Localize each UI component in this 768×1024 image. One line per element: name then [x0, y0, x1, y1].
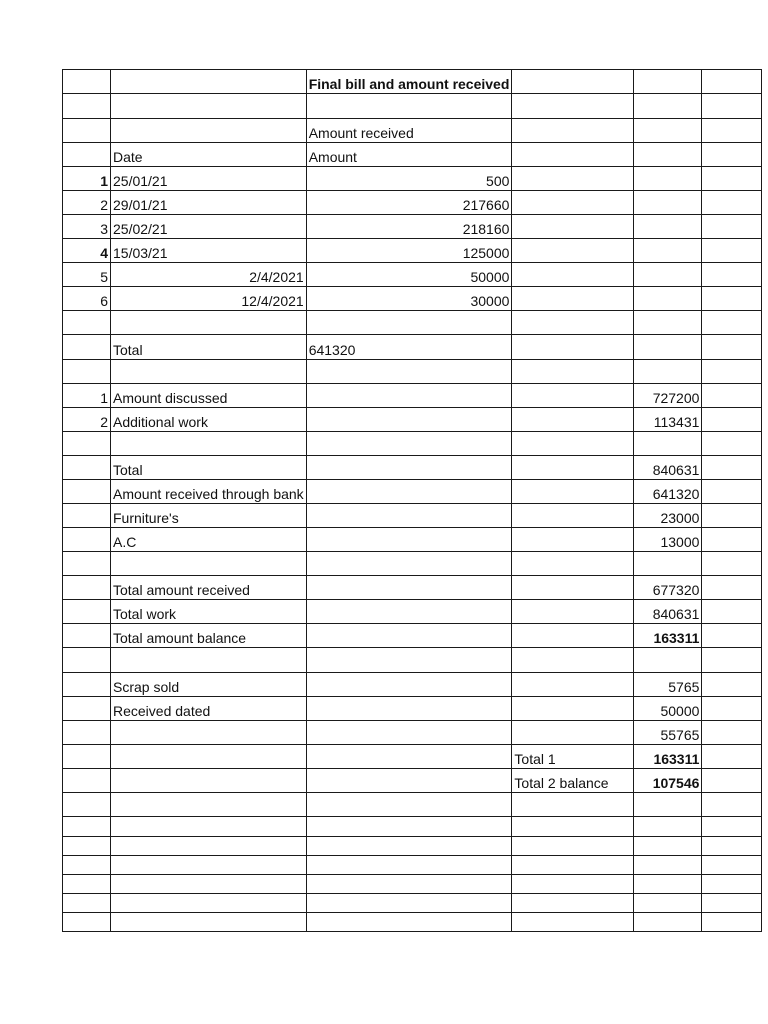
payment-date[interactable]: 29/01/21 [111, 191, 307, 215]
scrap-value[interactable]: 5765 [634, 673, 702, 697]
work-value[interactable]: 113431 [634, 408, 702, 432]
table-row [63, 360, 762, 384]
table-row [63, 913, 762, 932]
table-row [63, 239, 762, 263]
final-label[interactable]: Total 1 [512, 745, 634, 769]
table-row [63, 673, 762, 697]
balance-label: Total work [113, 606, 177, 622]
table-row [63, 624, 762, 648]
table-row [63, 432, 762, 456]
table-row [63, 856, 762, 875]
table-row [63, 287, 762, 311]
row-index[interactable]: 1 [63, 167, 111, 191]
table-row [63, 504, 762, 528]
scrap-label: Scrap sold [113, 679, 180, 695]
summary-label: Amount received through bank [113, 486, 304, 502]
column-header-date[interactable]: Date [111, 143, 307, 167]
summary-label: A.C [113, 534, 137, 550]
payment-amount[interactable]: 217660 [306, 191, 512, 215]
table-row [63, 408, 762, 432]
table-row [63, 697, 762, 721]
row-index[interactable]: 6 [63, 287, 111, 311]
summary-value[interactable]: 840631 [634, 456, 702, 480]
sheet-title: Final bill and amount received [308, 76, 510, 92]
payments-total-label[interactable]: Total [111, 335, 307, 360]
table-row [63, 384, 762, 408]
summary-value[interactable]: 13000 [634, 528, 702, 552]
table-row [63, 793, 762, 817]
payment-amount[interactable]: 50000 [306, 263, 512, 287]
table-row [63, 600, 762, 624]
table-row [63, 94, 762, 119]
sheet-subtitle: Amount received [308, 125, 414, 141]
table-row [63, 817, 762, 837]
summary-label: Furniture's [113, 510, 179, 526]
work-label: Additional work [113, 414, 208, 430]
balance-label: Total amount balance [113, 630, 247, 646]
table-row [63, 311, 762, 335]
payment-amount[interactable]: 125000 [306, 239, 512, 263]
table-row [63, 70, 762, 94]
table-row [63, 456, 762, 480]
row-index[interactable]: 1 [63, 384, 111, 408]
table-row [63, 143, 762, 167]
final-value[interactable]: 107546 [634, 769, 702, 793]
final-value[interactable]: 163311 [634, 745, 702, 769]
table-row [63, 721, 762, 745]
table-row [63, 745, 762, 769]
spreadsheet-table [62, 69, 762, 932]
table-row [63, 335, 762, 360]
balance-value[interactable]: 163311 [634, 624, 702, 648]
table-row [63, 480, 762, 504]
final-label[interactable]: Total 2 balance [512, 769, 634, 793]
table-row [63, 875, 762, 894]
table-row [63, 837, 762, 856]
table-row [63, 191, 762, 215]
table-row [63, 769, 762, 793]
row-index[interactable]: 4 [63, 239, 111, 263]
balance-value[interactable]: 677320 [634, 576, 702, 600]
row-index[interactable]: 5 [63, 263, 111, 287]
balance-value[interactable]: 840631 [634, 600, 702, 624]
table-row [63, 648, 762, 673]
payment-date[interactable]: 25/01/21 [111, 167, 307, 191]
table-row [63, 576, 762, 600]
work-label: Amount discussed [113, 390, 228, 406]
payment-amount[interactable]: 218160 [306, 215, 512, 239]
payment-amount[interactable]: 500 [306, 167, 512, 191]
column-header-amount[interactable]: Amount [306, 143, 512, 167]
payment-amount[interactable]: 30000 [306, 287, 512, 311]
payment-date[interactable]: 25/02/21 [111, 215, 307, 239]
payment-date[interactable]: 2/4/2021 [111, 263, 307, 287]
scrap-sum-value[interactable]: 55765 [634, 721, 702, 745]
table-row [63, 167, 762, 191]
summary-value[interactable]: 641320 [634, 480, 702, 504]
table-row [63, 528, 762, 552]
table-row [63, 263, 762, 287]
summary-label: Total [113, 462, 143, 478]
table-row [63, 552, 762, 576]
summary-value[interactable]: 23000 [634, 504, 702, 528]
scrap-label: Received dated [113, 703, 211, 719]
table-row [63, 215, 762, 239]
work-value[interactable]: 727200 [634, 384, 702, 408]
payment-date[interactable]: 15/03/21 [111, 239, 307, 263]
row-index[interactable]: 3 [63, 215, 111, 239]
balance-label: Total amount received [113, 582, 250, 598]
row-index[interactable]: 2 [63, 191, 111, 215]
table-row [63, 119, 762, 143]
row-index[interactable]: 2 [63, 408, 111, 432]
payments-total-value[interactable]: 641320 [306, 335, 512, 360]
payment-date[interactable]: 12/4/2021 [111, 287, 307, 311]
scrap-value[interactable]: 50000 [634, 697, 702, 721]
table-row [63, 894, 762, 913]
